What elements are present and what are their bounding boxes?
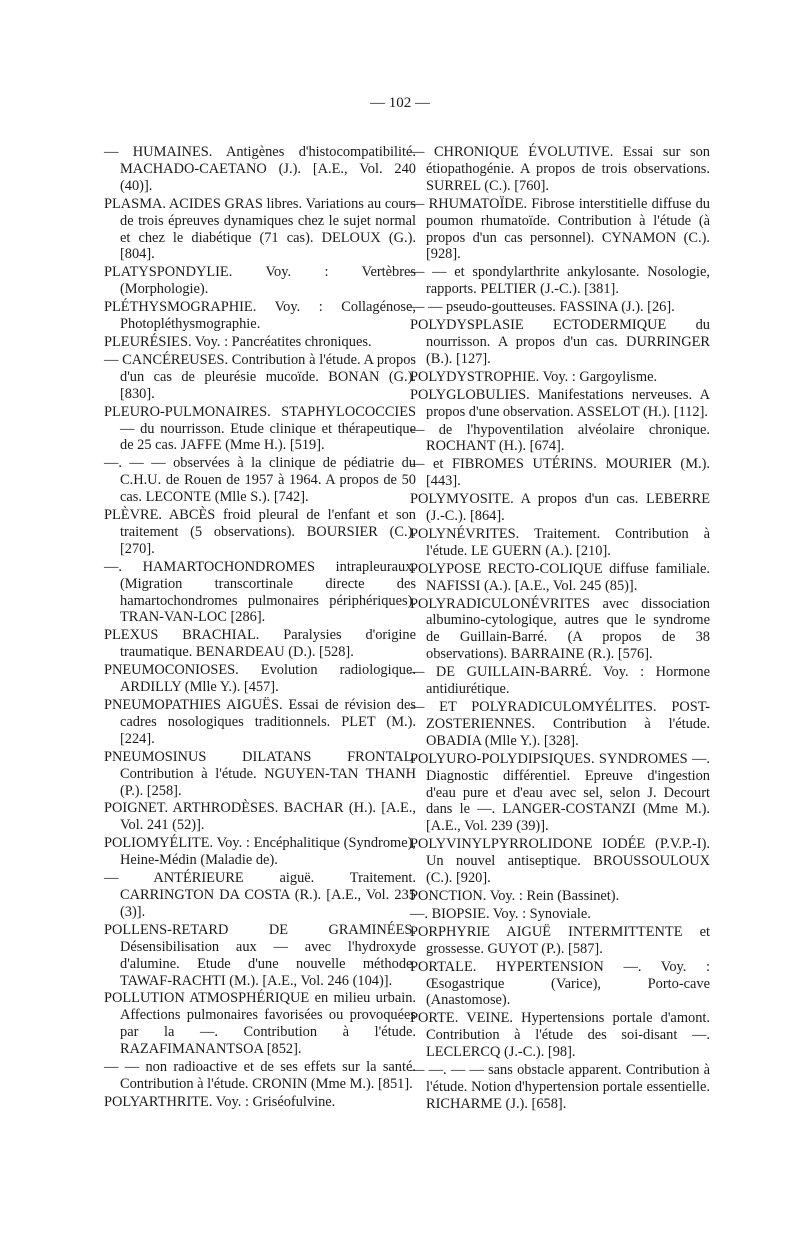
index-entry: — de l'hypoventilation alvéolaire chronique. ROCHANT (H.). [674]. <box>410 421 710 455</box>
page-number: — 102 — <box>370 95 430 111</box>
index-entry: —. — — observées à la clinique de pédiatrie du C.H.U. de Rouen de 1957 à 1964. A propos de 50 cas. LECONTE (Mlle S.). [742]. <box>104 455 416 506</box>
index-entry: POLYNÉVRITES. Traitement. Contribution à l'étude. LE GUERN (A.). [210]. <box>410 525 710 559</box>
index-entry: —. HAMARTOCHONDROMES intrapleuraux. (Migration transcortinale directe des hamartochondromes pulmonaires périphériques). TRAN-VAN-LOC [286]. <box>104 558 416 626</box>
index-entry: — ANTÉRIEURE aiguë. Traitement. CARRINGTON DA COSTA (R.). [A.E., Vol. 235 (3)]. <box>104 870 416 920</box>
index-entry: POLIOMYÉLITE. Voy. : Encéphalitique (Syndrome), Heine-Médin (Maladie de). <box>104 835 416 869</box>
index-entry: — CHRONIQUE ÉVOLUTIVE. Essai sur son étiopathogénie. A propos de trois observations. SURREL (C.). [760]. <box>410 144 710 194</box>
index-entry: PNEUMOCONIOSES. Evolution radiologique. ARDILLY (Mlle Y.). [457]. <box>104 662 416 696</box>
index-entry: PORPHYRIE AIGUË INTERMITTENTE et grossesse. GUYOT (P.). [587]. <box>410 923 710 957</box>
index-entry: PLÈVRE. ABCÈS froid pleural de l'enfant et son traitement (5 observations). BOURSIER (C.). [270]. <box>104 507 416 557</box>
index-entry: PLATYSPONDYLIE. Voy. : Vertèbres (Morphologie). <box>104 264 416 298</box>
index-entry: PLEURO-PULMONAIRES. STAPHYLOCOCCIES — du nourrisson. Etude clinique et thérapeutique de 25 cas. JAFFE (Mme H.). [519]. <box>104 403 416 454</box>
index-entry: — — et spondylarthrite ankylosante. Nosologie, rapports. PELTIER (J.-C.). [381]. <box>410 264 710 298</box>
index-entry: POLYARTHRITE. Voy. : Griséofulvine. <box>104 1093 336 1110</box>
index-entry: POIGNET. ARTHRODÈSES. BACHAR (H.). [A.E., Vol. 241 (52)]. <box>104 800 416 834</box>
index-entry: POLYDYSPLASIE ECTODERMIQUE du nourrisson. A propos d'un cas. DURRINGER (B.). [127]. <box>410 317 710 367</box>
index-entry: PNEUMOPATHIES AIGUËS. Essai de révision des cadres nosologiques traditionnels. PLET (M.). [224]. <box>104 697 416 747</box>
index-entry: POLYDYSTROPHIE. Voy. : Gargoylisme. <box>410 368 658 385</box>
left-column <box>104 144 416 1112</box>
index-entry: — — non radioactive et de ses effets sur la santé. Contribution à l'étude. CRONIN (Mme M.). [851]. <box>104 1059 416 1092</box>
index-entry: — HUMAINES. Antigènes d'histocompatibilité. MACHADO-CAETANO (J.). [A.E., Vol. 240 (40)]. <box>104 144 416 194</box>
index-entry: POLYRADICULONÉVRITES avec dissociation albumino-cytologique, autres que le syndrome de Guillain-Barré. (A propos de 38 observations). BARRAINE (R.). [576]. <box>410 595 710 663</box>
index-entry: POLYMYOSITE. A propos d'un cas. LEBERRE (J.-C.). [864]. <box>410 491 710 525</box>
index-entry: PLEURÉSIES. Voy. : Pancréatites chroniques. <box>104 333 372 350</box>
index-entry: POLLUTION ATMOSPHÉRIQUE en milieu urbain. Affections pulmonaires favorisées ou provoquées par la —. Contribution à l'étude. RAZAFIMANANTSOA [852]. <box>104 990 416 1058</box>
index-entry: PORTALE. HYPERTENSION —. Voy. : Œsogastrique (Varice), Porto-cave (Anastomose). <box>410 958 710 1009</box>
index-entry: — CANCÉREUSES. Contribution à l'étude. A propos d'un cas de pleurésie mucoïde. BONAN (G.). [830]. <box>104 351 416 402</box>
index-entry: PLASMA. ACIDES GRAS libres. Variations au cours de trois épreuves dynamiques chez le sujet normal et chez le diabétique (71 cas). DELOUX (G.). [804]. <box>104 195 416 263</box>
index-entry: POLYURO-POLYDIPSIQUES. SYNDROMES —. Diagnostic différentiel. Epreuve d'ingestion d'eau pure et d'eau avec sel, selon J. Decourt dans le —. LANGER-COSTANZI (Mme M.). [A.E., Vol. 239 (39)]. <box>410 750 710 835</box>
index-entry: POLYVINYLPYRROLIDONE IODÉE (P.V.P.-I). Un nouvel antiseptique. BROUSSOULOUX (C.). [920]. <box>410 836 710 887</box>
index-entry: — RHUMATOÏDE. Fibrose interstitielle diffuse du poumon rhumatoïde. Contribution à l'étude (à propos d'un cas personnel). CYNAMON (C.). [928]. <box>410 195 710 263</box>
index-entry: PLEXUS BRACHIAL. Paralysies d'origine traumatique. BENARDEAU (D.). [528]. <box>104 627 416 661</box>
index-entry: POLLENS-RETARD DE GRAMINÉES. Désensibilisation aux — avec l'hydroxyde d'alumine. Etude d'une nouvelle méthode. TAWAF-RACHTI (M.). [A.E., Vol. 246 (104)]. <box>104 921 416 989</box>
index-entry: — — pseudo-goutteuses. FASSINA (J.). [26]. <box>410 299 675 316</box>
index-entry: — et FIBROMES UTÉRINS. MOURIER (M.). [443]. <box>410 456 710 490</box>
index-entry: — —. — — sans obstacle apparent. Contribution à l'étude. Notion d'hypertension portale essentielle. RICHARME (J.). [658]. <box>410 1062 710 1112</box>
right-column <box>410 144 710 1114</box>
index-entry: — DE GUILLAIN-BARRÉ. Voy. : Hormone antidiurétique. <box>410 664 710 698</box>
index-entry: PLÉTHYSMOGRAPHIE. Voy. : Collagénose, Photopléthysmographie. <box>104 299 416 333</box>
index-entry: PNEUMOSINUS DILATANS FRONTAL. Contribution à l'étude. NGUYEN-TAN THANH (P.). [258]. <box>104 748 416 799</box>
index-entry: — ET POLYRADICULOMYÉLITES. POST-ZOSTERIENNES. Contribution à l'étude. OBADIA (Mlle Y.). [328]. <box>410 699 710 749</box>
index-entry: PORTE. VEINE. Hypertensions portale d'amont. Contribution à l'étude des soi-disant —. LECLERCQ (J.-C.). [98]. <box>410 1010 710 1061</box>
index-entry: PONCTION. Voy. : Rein (Bassinet). <box>410 887 620 904</box>
index-entry: —. BIOPSIE. Voy. : Synoviale. <box>410 905 591 922</box>
index-entry: POLYPOSE RECTO-COLIQUE diffuse familiale. NAFISSI (A.). [A.E., Vol. 245 (85)]. <box>410 560 710 594</box>
index-entry: POLYGLOBULIES. Manifestations nerveuses. A propos d'une observation. ASSELOT (H.). [112]. <box>410 386 710 420</box>
